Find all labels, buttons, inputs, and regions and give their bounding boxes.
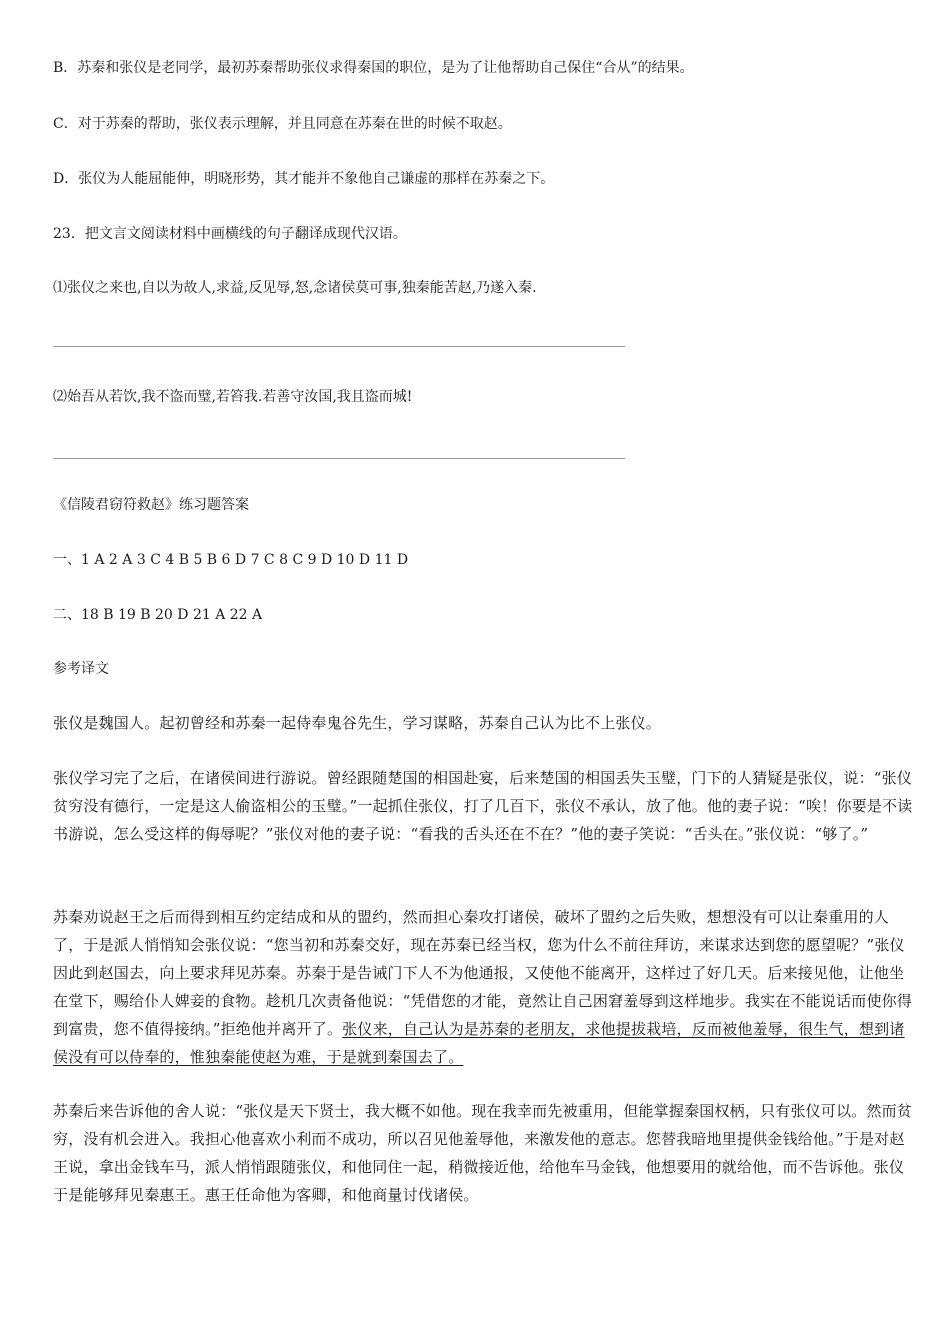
translation-paragraph-4: 苏秦后来告诉他的舍人说：“张仪是天下贤士，我大概不如他。现在我幸而先被重用，但能掌握秦国权柄，只有张仪可以。然而贫穷，没有机会进入。我担心他喜欢小利而不成功，所以召见他羞辱他，来激发他的意志。您替我暗地里提供金钱给他。”于是对赵王说，拿出金钱车马，派人悄悄跟随张仪，和他同住一起，稍微接近他，给他车马金钱，他想要用的就给他，而不告诉他。张仪于是能够拜见秦惠王。惠王任命他为客卿，和他商量讨伐诸侯。 <box>53 1102 913 1204</box>
answer-line-1[interactable] <box>53 346 625 347</box>
question-23-sentence-2: ⑵始吾从若饮,我不盗而璧,若笞我.若善守汝国,我且盗而城! <box>53 389 413 405</box>
question-23-sentence-1: ⑴张仪之来也,自以为故人,求益,反见辱,怒,念诸侯莫可事,独秦能苦赵,乃遂入秦. <box>53 280 537 296</box>
translation-paragraph-1: 张仪是魏国人。起初曾经和苏秦一起侍奉鬼谷先生，学习谋略，苏秦自己认为比不上张仪。 <box>53 714 662 732</box>
reference-translation-title: 参考译文 <box>53 661 109 677</box>
underlined-translation-sentence: 张仪来，自己认为是苏秦的老朋友，求他提拔栽培，反而被他羞辱，很生气，想到诸侯没有可以侍奉的，惟独秦能使赵为难，于是就到秦国去了。 <box>53 1020 905 1066</box>
answers-part-1: 一、1 A 2 A 3 C 4 B 5 B 6 D 7 C 8 C 9 D 10 D 11 D <box>53 552 409 568</box>
translation-paragraph-3 <box>53 903 913 1071</box>
answer-line-2[interactable] <box>53 458 625 459</box>
option-d: D．张仪为人能屈能伸，明晓形势，其才能并不象他自己谦虚的那样在苏秦之下。 <box>53 171 555 187</box>
answers-part-2: 二、18 B 19 B 20 D 21 A 22 A <box>53 607 263 623</box>
option-c: C．对于苏秦的帮助，张仪表示理解，并且同意在苏秦在世的时候不取赵。 <box>53 116 512 132</box>
translation-paragraph-3-text: 苏秦劝说赵王之后而得到相互约定结成和从的盟约，然而担心秦攻打诸侯，破坏了盟约之后失败，想想没有可以让秦重用的人了，于是派人悄悄知会张仪说：“您当初和苏秦交好，现在苏秦已经当权，您为什么不前往拜访，来谋求达到您的愿望呢？”张仪因此到赵国去，向上要求拜见苏秦。苏秦于是告诫门下人不为他通报，又使他不能离开，这样过了好几天。后来接见他，让他坐在堂下，赐给仆人婢妾的食物。趁机几次责备他说：“凭借您的才能，竟然让自己困窘羞辱到这样地步。我实在不能说话而使你得到富贵，您不值得接纳。”拒绝他并离开了。 <box>53 908 913 1038</box>
question-23-prompt: 23．把文言文阅读材料中画横线的句子翻译成现代汉语。 <box>53 226 407 242</box>
option-b: B．苏秦和张仪是老同学，最初苏秦帮助张仪求得秦国的职位，是为了让他帮助自己保住“合从”的结果。 <box>53 60 694 76</box>
translation-paragraph-2: 张仪学习完了之后，在诸侯间进行游说。曾经跟随楚国的相国赴宴，后来楚国的相国丢失玉璧，门下的人猜疑是张仪，说：“张仪贫穷没有德行，一定是这人偷盗相公的玉璧。”一起抓住张仪，打了几百下，张仪不承认，放了他。他的妻子说：“唉！你要是不读书游说，怎么受这样的侮辱呢？”张仪对他的妻子说：“看我的舌头还在不在？”他的妻子笑说：“舌头在。”张仪说：“够了。” <box>53 769 913 843</box>
answers-title: 《信陵君窃符救赵》练习题答案 <box>53 497 249 513</box>
